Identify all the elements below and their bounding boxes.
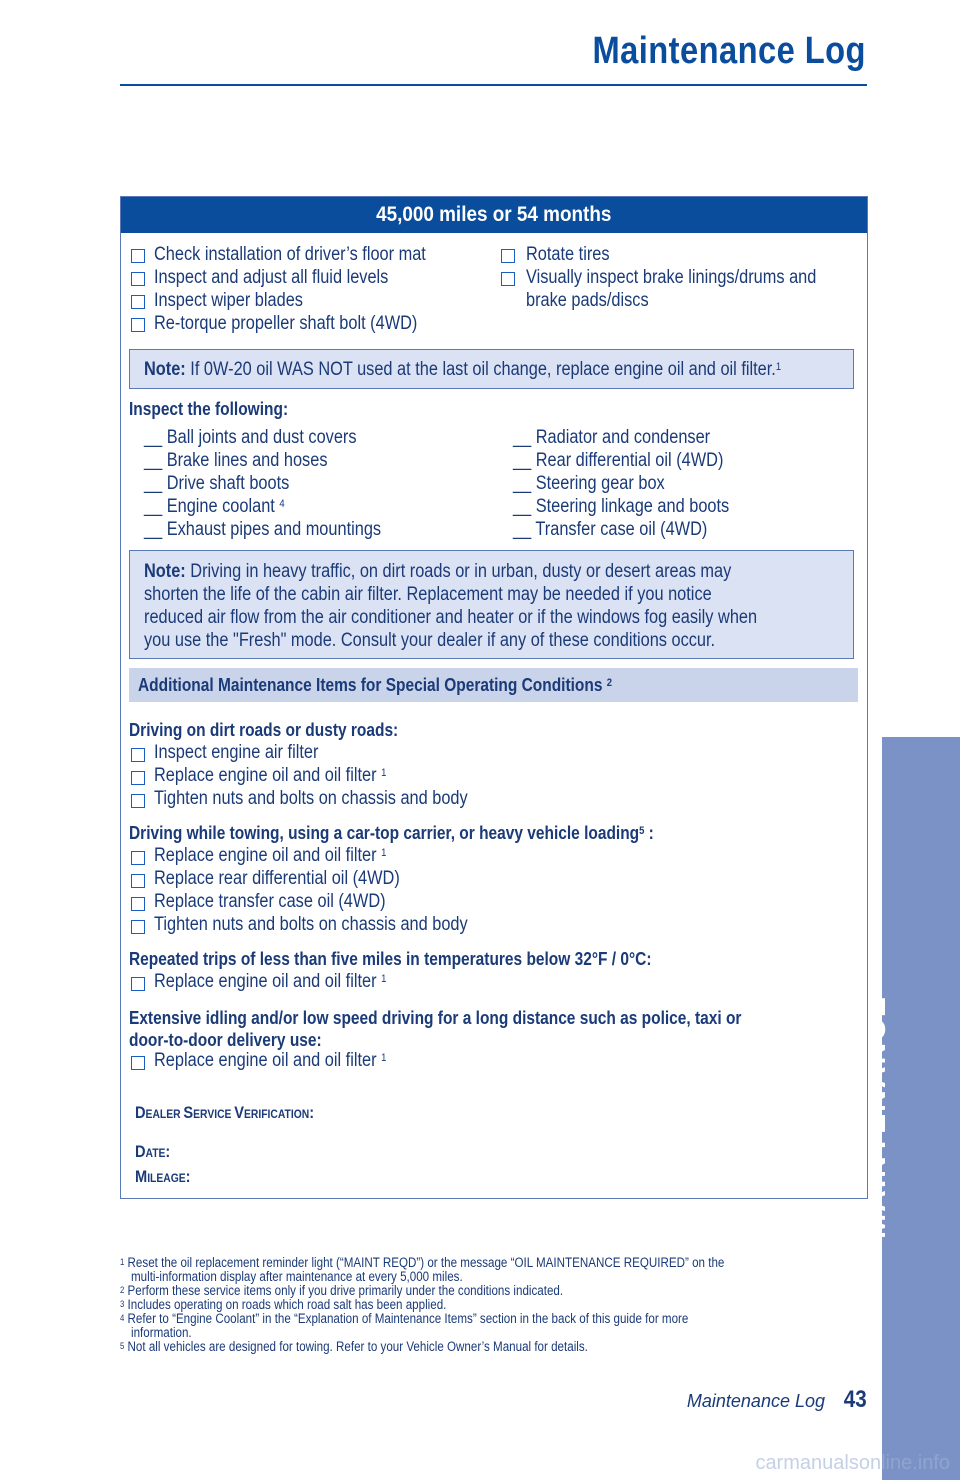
checklist-item: Re-torque propeller shaft bolt (4WD) (154, 313, 418, 334)
condition-heading: Extensive idling and/or low speed driving for a long distance such as police, taxi or (129, 1008, 742, 1028)
inspect-item: __ Brake lines and hoses (144, 450, 328, 471)
checkbox[interactable] (131, 920, 145, 934)
cabin-note-line (144, 560, 731, 583)
footnote-text: Refer to “Engine Coolant” in the “Explanation of Maintenance Items” section in the back of this guide for more (127, 1311, 689, 1326)
inspect-item: __ Steering linkage and boots (513, 496, 730, 517)
checkbox[interactable] (131, 977, 145, 991)
oil-note (129, 349, 854, 389)
inspect-item: __ Transfer case oil (4WD) (513, 519, 708, 540)
sc-rest: ATE (145, 1146, 166, 1160)
sc-colon: : (165, 1142, 171, 1161)
footnote-ref: 2 (606, 677, 613, 689)
checkbox[interactable] (501, 249, 515, 263)
condition-heading (129, 822, 654, 845)
footnote-ref: 1 (381, 767, 387, 779)
cabin-note-line: you use the "Fresh" mode. Consult your dealer if any of these conditions occur. (144, 630, 716, 651)
condition-item: Tighten nuts and bolts on chassis and body (154, 788, 468, 809)
oil-note-text (144, 358, 781, 381)
inspect-item: __ Rear differential oil (4WD) (513, 450, 724, 471)
checkbox[interactable] (131, 771, 145, 785)
sc-letter: D (135, 1103, 146, 1122)
note-label: Note: (144, 359, 186, 380)
dealer-verification-label (135, 1101, 314, 1126)
inspect-item: __ Ball joints and dust covers (144, 427, 357, 448)
checkbox[interactable] (131, 272, 145, 286)
interval-header (121, 197, 867, 233)
sc-letter: V (234, 1103, 245, 1122)
checklist-item: Inspect and adjust all fluid levels (154, 267, 389, 288)
footnote-number: 3 (120, 1299, 125, 1309)
condition-item-text: Replace engine oil and oil filter (154, 1050, 377, 1071)
condition-item (154, 764, 386, 787)
cabin-filter-note (129, 550, 854, 659)
inspect-item: __ Drive shaft boots (144, 473, 290, 494)
sc-letter: M (135, 1167, 148, 1186)
sc-rest: ERVICE (193, 1107, 235, 1121)
condition-item-text: Replace engine oil and oil filter (154, 971, 377, 992)
condition-item: Replace transfer case oil (4WD) (154, 891, 386, 912)
title-divider (120, 84, 867, 86)
sc-rest: ERIFICATION (244, 1107, 310, 1121)
inspect-heading: Inspect the following: (129, 399, 289, 419)
checkbox[interactable] (131, 794, 145, 808)
inspect-item: __ Exhaust pipes and mountings (144, 519, 382, 540)
checklist-item-continued: brake pads/discs (526, 290, 649, 311)
footnote-text: Includes operating on roads which road salt has been applied. (127, 1297, 447, 1312)
page-number: 43 (844, 1386, 867, 1413)
footnote-continued: multi-information display after maintenance at every 5,000 miles. (131, 1269, 463, 1284)
inspect-item: __ Steering gear box (513, 473, 665, 494)
sc-colon: : (309, 1103, 315, 1122)
page-title: Maintenance Log (592, 30, 866, 72)
inspect-item (144, 495, 285, 518)
checklist-item: Inspect wiper blades (154, 290, 303, 311)
condition-item-text: Replace engine oil and oil filter (154, 845, 377, 866)
watermark: carmanualsonline.info (755, 1452, 950, 1474)
note-label: Note: (144, 561, 186, 582)
checkbox[interactable] (131, 295, 145, 309)
section-side-tab (882, 737, 960, 1480)
checkbox[interactable] (131, 897, 145, 911)
additional-heading-text: Additional Maintenance Items for Special Operating Conditions (138, 675, 603, 695)
cabin-note-line-text: Driving in heavy traffic, on dirt roads or in urban, dusty or desert areas may (190, 561, 732, 582)
footnote (120, 1298, 446, 1312)
footnote-ref: 1 (381, 1052, 387, 1064)
sc-rest: EALER (145, 1107, 184, 1121)
condition-item: Replace rear differential oil (4WD) (154, 868, 400, 889)
footnote-number: 4 (120, 1313, 125, 1323)
maintenance-interval-box (120, 196, 868, 1199)
footnote-ref: 5 (639, 825, 645, 837)
condition-heading: door-to-door delivery use: (129, 1030, 322, 1050)
condition-item (154, 844, 386, 867)
condition-item: Tighten nuts and bolts on chassis and body (154, 914, 468, 935)
checkbox[interactable] (131, 1056, 145, 1070)
footnote-number: 2 (120, 1285, 125, 1295)
footnote-text: Perform these service items only if you drive primarily under the conditions indicated. (127, 1283, 564, 1298)
inspect-item-text: __ Engine coolant (144, 496, 275, 517)
footnote-ref: 1 (381, 847, 387, 859)
checklist-item: Check installation of driver’s floor mat (154, 244, 426, 265)
condition-heading-text: Driving while towing, using a car-top carrier, or heavy vehicle loading (129, 823, 640, 843)
sc-rest: ILEAGE (147, 1171, 186, 1185)
condition-heading-suffix: : (644, 823, 654, 843)
additional-items-banner (129, 668, 858, 702)
condition-heading: Driving on dirt roads or dusty roads: (129, 720, 399, 740)
footer-section-label: Maintenance Log (686, 1391, 825, 1411)
condition-heading: Repeated trips of less than five miles in temperatures below 32°F / 0°C: (129, 949, 652, 969)
condition-item: Inspect engine air filter (154, 742, 319, 763)
interval-header-text: 45,000 miles or 54 months (376, 203, 612, 226)
side-tab-label: MAINTENANCE (859, 995, 892, 1239)
checkbox[interactable] (501, 272, 515, 286)
checkbox[interactable] (131, 249, 145, 263)
checklist-item: Visually inspect brake linings/drums and (526, 267, 817, 288)
sc-letter: S (183, 1103, 194, 1122)
footnote-ref: 4 (279, 498, 285, 510)
cabin-note-line: shorten the life of the cabin air filter. Replacement may be needed if you notice (144, 584, 712, 605)
condition-item (154, 1049, 386, 1072)
footnote (120, 1256, 724, 1270)
footnote-text: Not all vehicles are designed for towing. Refer to your Vehicle Owner’s Manual for details. (127, 1339, 588, 1354)
footnote-continued: information. (131, 1325, 192, 1340)
footnote-number: 5 (120, 1341, 125, 1351)
footnote (120, 1284, 563, 1298)
checkbox[interactable] (131, 318, 145, 332)
footnote-ref: 1 (381, 973, 387, 985)
sc-letter: D (135, 1142, 146, 1161)
additional-items-heading (138, 674, 612, 697)
footnote (120, 1340, 588, 1354)
inspect-item: __ Radiator and condenser (513, 427, 711, 448)
footnote (120, 1312, 688, 1326)
checkbox[interactable] (131, 851, 145, 865)
condition-item-text: Replace engine oil and oil filter (154, 765, 377, 786)
checkbox[interactable] (131, 874, 145, 888)
footnote-text: Reset the oil replacement reminder light (“MAINT REQD”) or the message “OIL MAINTENANCE REQUIRED” on the (127, 1255, 725, 1270)
checklist-item: Rotate tires (526, 244, 610, 265)
cabin-note-line: reduced air flow from the air conditioner and heater or if the windows fog easily when (144, 607, 758, 628)
date-label (135, 1140, 170, 1165)
checkbox[interactable] (131, 748, 145, 762)
sc-colon: : (185, 1167, 191, 1186)
condition-item (154, 970, 386, 993)
footnote-number: 1 (120, 1257, 125, 1267)
note-body: If 0W-20 oil WAS NOT used at the last oil change, replace engine oil and oil filter. (190, 359, 776, 380)
footnote-ref: 1 (775, 361, 782, 373)
mileage-label (135, 1165, 190, 1190)
